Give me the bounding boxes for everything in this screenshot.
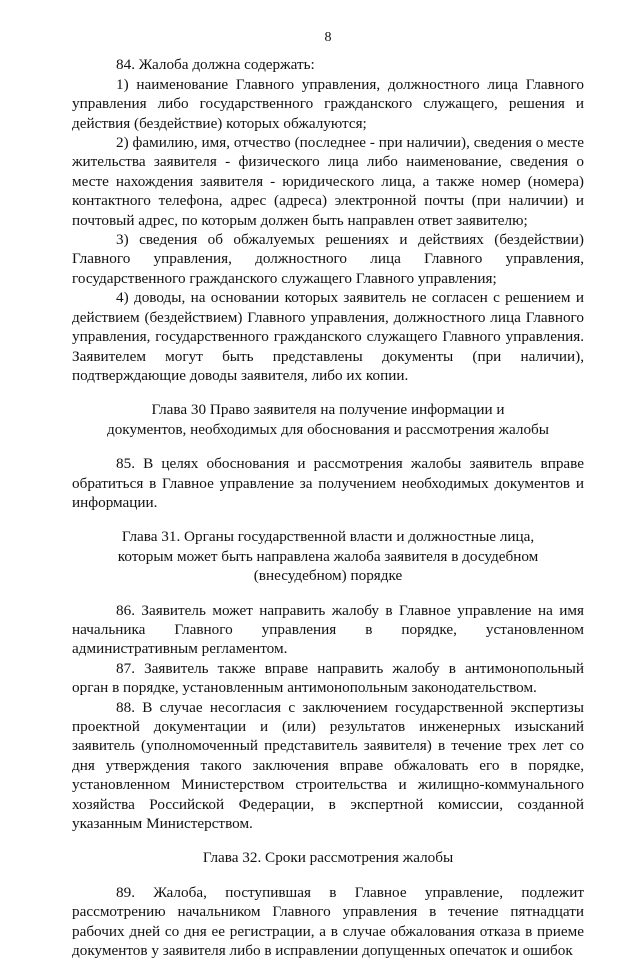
paragraph-84: 84. Жалоба должна содержать: <box>116 56 315 74</box>
spacer <box>72 868 584 883</box>
paragraph-86: 86. Заявитель может направить жалобу в Главное управление на имя начальника Главного управления в порядке, установленном административным регламентом. <box>72 601 584 658</box>
paragraph-89: 89. Жалоба, поступившая в Главное управление, подлежит рассмотрению начальником Главного управления в течение пятнадцати рабочих дней со дня ее регистрации, а в случае обжалования отказа в приеме документов у заявителя либо в исправлении допущенных опечаток и ошибок <box>72 883 584 960</box>
paragraph-84-item-3: 3) сведения об обжалуемых решениях и действиях (бездействии) Главного управления, должностного лица Главного управления, государственного гражданского служащего Главного управления; <box>72 231 584 287</box>
spacer <box>72 439 584 454</box>
paragraph-84-item-2: 2) фамилию, имя, отчество (последнее - при наличии), сведения о месте жительства заявителя - физического лица либо наименование, сведения о месте нахождения заявителя - юридического лица, а также номер (номера) контактного телефона, адрес (адреса) электронной почты (при наличии) и почтовый адрес, по которым должен быть направлен ответ заявителю; <box>72 134 584 229</box>
document-page <box>72 28 584 960</box>
chapter-31-heading-line-2: которым может быть направлена жалоба заявителя в досудебном <box>117 547 539 565</box>
paragraph-87: 87. Заявитель также вправе направить жалобу в антимонопольный орган в порядке, установленным антимонопольным законодательством. <box>72 659 584 697</box>
chapter-30-heading <box>72 400 584 439</box>
chapter-31-heading-line-1: Глава 31. Органы государственной власти и должностные лица, <box>121 528 535 546</box>
chapter-30-heading-line-1: Глава 30 Право заявителя на получение информации и <box>151 401 505 419</box>
paragraph-85: 85. В целях обоснования и рассмотрения жалобы заявитель вправе обратиться в Главное управление за получением необходимых документов и информации. <box>72 455 584 511</box>
spacer <box>72 586 584 601</box>
chapter-31-heading-line-3: (внесудебном) порядке <box>253 567 403 585</box>
chapter-32-heading: Глава 32. Сроки рассмотрения жалобы <box>202 849 454 867</box>
paragraph-88: 88. В случае несогласия с заключением государственной экспертизы проектной документации и (или) результатов инженерных изысканий заявитель (уполномоченный представитель заявителя) в течение трех лет со дня утверждения такого заключения вправе обжаловать его в порядке, установленном Министерством строительства и жилищно-коммунального хозяйства Российской Федерации, в экспертной комиссии, созданной указанным Министерством. <box>72 698 584 833</box>
spacer <box>72 512 584 527</box>
paragraph-84-item-4: 4) доводы, на основании которых заявитель не согласен с решением и действием (бездействием) Главного управления, должностного лица Главного управления, государственного гражданского служащего Главного управления. Заявителем могут быть представлены документы (при наличии), подтверждающие доводы заявителя, либо их копии. <box>72 289 584 384</box>
paragraph-84-item-1: 1) наименование Главного управления, должностного лица Главного управления либо государственного гражданского служащего, решения и действия (бездействие) которых обжалуются; <box>72 75 584 132</box>
chapter-31-heading <box>72 527 584 585</box>
chapter-30-heading-line-2: документов, необходимых для обоснования и рассмотрения жалобы <box>106 420 549 438</box>
spacer <box>72 833 584 848</box>
page-number: 8 <box>324 30 332 45</box>
spacer <box>72 385 584 400</box>
